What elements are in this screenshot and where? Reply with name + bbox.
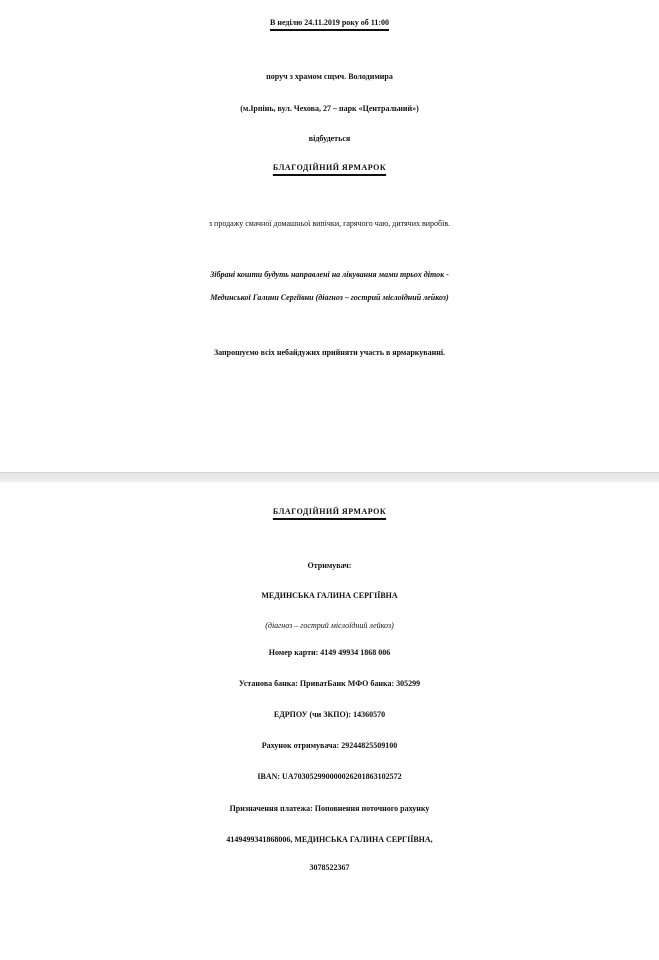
event-date-heading: В неділю 24.11.2019 року об 11:00 bbox=[270, 18, 389, 27]
payment-purpose-line-2: 4149499341868006, МЕДИНСЬКА ГАЛИНА СЕРГІЇВНА, bbox=[226, 835, 433, 844]
sale-description: з продажу смачної домашньої випічки, гарячого чаю, дитячих виробів. bbox=[208, 219, 451, 228]
invitation-text: Запрошуємо всіх небайдужих прийняти участь в ярмаркуванні. bbox=[213, 348, 446, 357]
event-address: (м.Ірпінь, вул. Чехова, 27 – парк «Центральний») bbox=[240, 104, 419, 113]
announcement-page bbox=[0, 0, 659, 472]
card-number: Номер карти: 4149 49934 1868 006 bbox=[268, 648, 391, 657]
event-will-happen: відбудеться bbox=[308, 134, 351, 143]
recipient-diagnosis: (діагноз – гострий мієлоїдний лейкоз) bbox=[265, 621, 394, 630]
funds-purpose-line-2: Мединської Галини Сергіївни (діагноз – гострий мієлоїдний лейкоз) bbox=[210, 293, 449, 302]
bank-institution: Установа банка: ПриватБанк МФО банка: 305299 bbox=[238, 679, 421, 688]
charity-fair-title-2: БЛАГОДІЙНИЙ ЯРМАРОК bbox=[272, 507, 387, 516]
funds-purpose-line-1: Зібрані кошти будуть направлені на лікування мами трьох діток - bbox=[210, 270, 449, 279]
payment-purpose-line-1: Призначення платежа: Поповнення поточного рахунку bbox=[229, 804, 430, 813]
event-place: поруч з храмом сщмч. Володимира bbox=[266, 72, 393, 81]
recipient-name: МЕДИНСЬКА ГАЛИНА СЕРГІЇВНА bbox=[261, 591, 398, 600]
recipient-label: Отримувач: bbox=[307, 561, 352, 570]
recipient-account: Рахунок отримувача: 29244825509100 bbox=[261, 741, 398, 750]
charity-fair-title: БЛАГОДІЙНИЙ ЯРМАРОК bbox=[272, 163, 387, 172]
payment-purpose-line-3: 3078522367 bbox=[309, 863, 350, 872]
iban: IBAN: UA703052990000026201863102572 bbox=[257, 772, 402, 781]
payment-details-page bbox=[0, 482, 659, 960]
edrpou-code: ЕДРПОУ (чи ЗКПО): 14360570 bbox=[273, 710, 386, 719]
